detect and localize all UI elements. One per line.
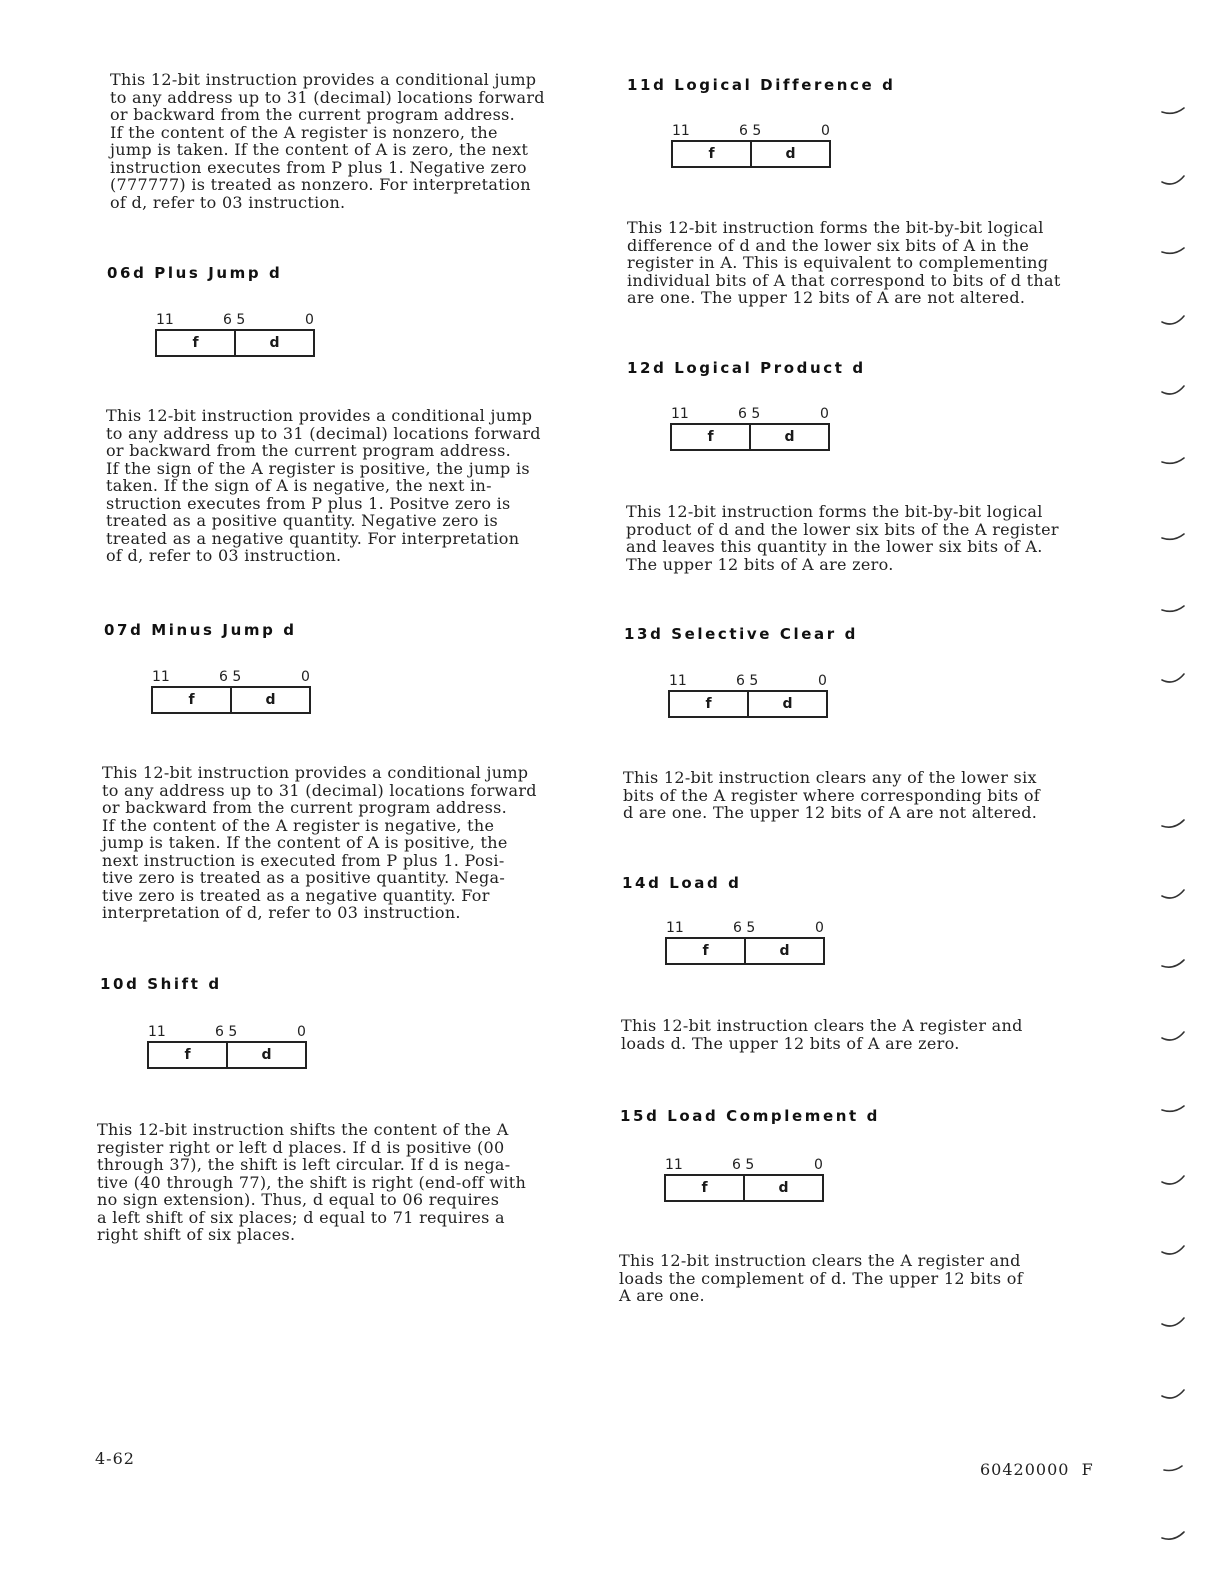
instruction-format-diagram-14d (665, 920, 827, 972)
field-d: d (784, 429, 795, 445)
field-d: d (261, 1047, 272, 1063)
field-f: f (153, 688, 232, 712)
section-heading-10d: 10d Shift d (100, 975, 222, 993)
bit-positions (151, 669, 313, 685)
bit-positions (670, 406, 832, 422)
bit-positions (155, 312, 317, 328)
section-heading-06d: 06d Plus Jump d (107, 264, 283, 282)
instruction-word-box (155, 329, 315, 357)
field-f: f (670, 692, 749, 716)
instruction-format-diagram-12d (670, 406, 832, 458)
bit-6-5-label: 6 5 (736, 673, 759, 689)
section-text-10d: This 12-bit instruction shifts the content of the A register right or left d places. If d is positive (00 through 37), the shift is left circular. If d is nega- tive (40 through 77), the shift is right (end-off with no sign extension). Thus, d equal to 06 requires a left shift of six places; d equal to 71 requires a right shift of six places. (97, 1120, 527, 1244)
bit-11-label: 11 (669, 673, 687, 689)
bit-positions (147, 1024, 309, 1040)
bit-positions (665, 920, 827, 936)
instruction-format-diagram-10d (147, 1024, 309, 1076)
instruction-format-diagram-15d (664, 1157, 826, 1209)
section-heading-07d: 07d Minus Jump d (104, 621, 297, 639)
section-heading-11d: 11d Logical Difference d (627, 76, 896, 94)
bit-positions (671, 123, 833, 139)
binding-marks (1150, 30, 1200, 1550)
intro-paragraph: This 12-bit instruction provides a conditional jump to any address up to 31 (decimal) locations forward or backward from the current program address. If the content of the A register is nonzero, the jump is taken. If the content of A is zero, the next instruction executes from P plus 1. Negative zero (777777) is treated as nonzero. For interpretation of d, refer to 03 instruction. (110, 70, 545, 212)
bit-6-5-label: 6 5 (738, 406, 761, 422)
instruction-word-box (671, 140, 831, 168)
bit-6-5-label: 6 5 (733, 920, 756, 936)
field-d: d (779, 943, 790, 959)
bit-11-label: 11 (672, 123, 690, 139)
section-text-13d: This 12-bit instruction clears any of the lower six bits of the A register where corresponding bits of d are one. The upper 12 bits of A are not altered. (623, 768, 1041, 822)
bit-6-5-label: 6 5 (215, 1024, 238, 1040)
bit-0-label: 0 (820, 406, 829, 422)
field-f: f (666, 1176, 745, 1200)
document-number: 60420000 F (980, 1460, 1094, 1479)
instruction-format-diagram-07d (151, 669, 313, 721)
bit-11-label: 11 (148, 1024, 166, 1040)
instruction-format-diagram-13d (668, 673, 830, 725)
instruction-word-box (151, 686, 311, 714)
field-d: d (778, 1180, 789, 1196)
section-text-15d: This 12-bit instruction clears the A register and loads the complement of d. The upper 12 bits of A are one. (619, 1251, 1023, 1305)
field-d: d (265, 692, 276, 708)
bit-0-label: 0 (815, 920, 824, 936)
instruction-format-diagram-06d (155, 312, 317, 364)
field-f: f (157, 331, 236, 355)
bit-0-label: 0 (305, 312, 314, 328)
bit-11-label: 11 (666, 920, 684, 936)
bit-6-5-label: 6 5 (732, 1157, 755, 1173)
bit-6-5-label: 6 5 (739, 123, 762, 139)
bit-0-label: 0 (297, 1024, 306, 1040)
section-text-14d: This 12-bit instruction clears the A register and loads d. The upper 12 bits of A are zero. (621, 1016, 1023, 1053)
instruction-word-box (670, 423, 830, 451)
bit-6-5-label: 6 5 (219, 669, 242, 685)
bit-positions (664, 1157, 826, 1173)
field-f: f (672, 425, 751, 449)
instruction-word-box (668, 690, 828, 718)
bit-11-label: 11 (665, 1157, 683, 1173)
bit-0-label: 0 (814, 1157, 823, 1173)
section-text-07d: This 12-bit instruction provides a conditional jump to any address up to 31 (decimal) locations forward or backward from the current program address. If the content of the A register is negative, the jump is taken. If the content of A is positive, the next instruction is executed from P plus 1. Posi- tive zero is treated as a positive quantity. Nega- tive zero is treated as a negative quantity. For interpretation of d, refer to 03 instruction. (102, 763, 537, 922)
instruction-format-diagram-11d (671, 123, 833, 175)
bit-6-5-label: 6 5 (223, 312, 246, 328)
bit-positions (668, 673, 830, 689)
bit-0-label: 0 (301, 669, 310, 685)
field-f: f (673, 142, 752, 166)
bit-0-label: 0 (818, 673, 827, 689)
field-f: f (149, 1043, 228, 1067)
bit-11-label: 11 (156, 312, 174, 328)
bit-11-label: 11 (152, 669, 170, 685)
instruction-word-box (664, 1174, 824, 1202)
section-heading-15d: 15d Load Complement d (620, 1107, 880, 1125)
bit-0-label: 0 (821, 123, 830, 139)
field-f: f (667, 939, 746, 963)
section-heading-14d: 14d Load d (622, 874, 742, 892)
section-heading-12d: 12d Logical Product d (627, 359, 866, 377)
instruction-word-box (665, 937, 825, 965)
section-text-06d: This 12-bit instruction provides a conditional jump to any address up to 31 (decimal) locations forward or backward from the current program address. If the sign of the A register is positive, the jump is taken. If the sign of A is negative, the next in- struction executes from P plus 1. Positve zero is treated as a positive quantity. Negative zero is treated as a negative quantity. For interpretation of d, refer to 03 instruction. (106, 406, 541, 565)
field-d: d (782, 696, 793, 712)
page-number: 4-62 (95, 1449, 135, 1468)
bit-11-label: 11 (671, 406, 689, 422)
section-text-12d: This 12-bit instruction forms the bit-by-bit logical product of d and the lower six bits of the A register and leaves this quantity in the lower six bits of A. The upper 12 bits of A are zero. (626, 502, 1059, 574)
section-text-11d: This 12-bit instruction forms the bit-by-bit logical difference of d and the lower six bits of A in the register in A. This is equivalent to complementing individual bits of A that correspond to bits of d that are one. The upper 12 bits of A are not altered. (627, 218, 1061, 307)
field-d: d (269, 335, 280, 351)
instruction-word-box (147, 1041, 307, 1069)
field-d: d (785, 146, 796, 162)
section-heading-13d: 13d Selective Clear d (624, 625, 858, 643)
